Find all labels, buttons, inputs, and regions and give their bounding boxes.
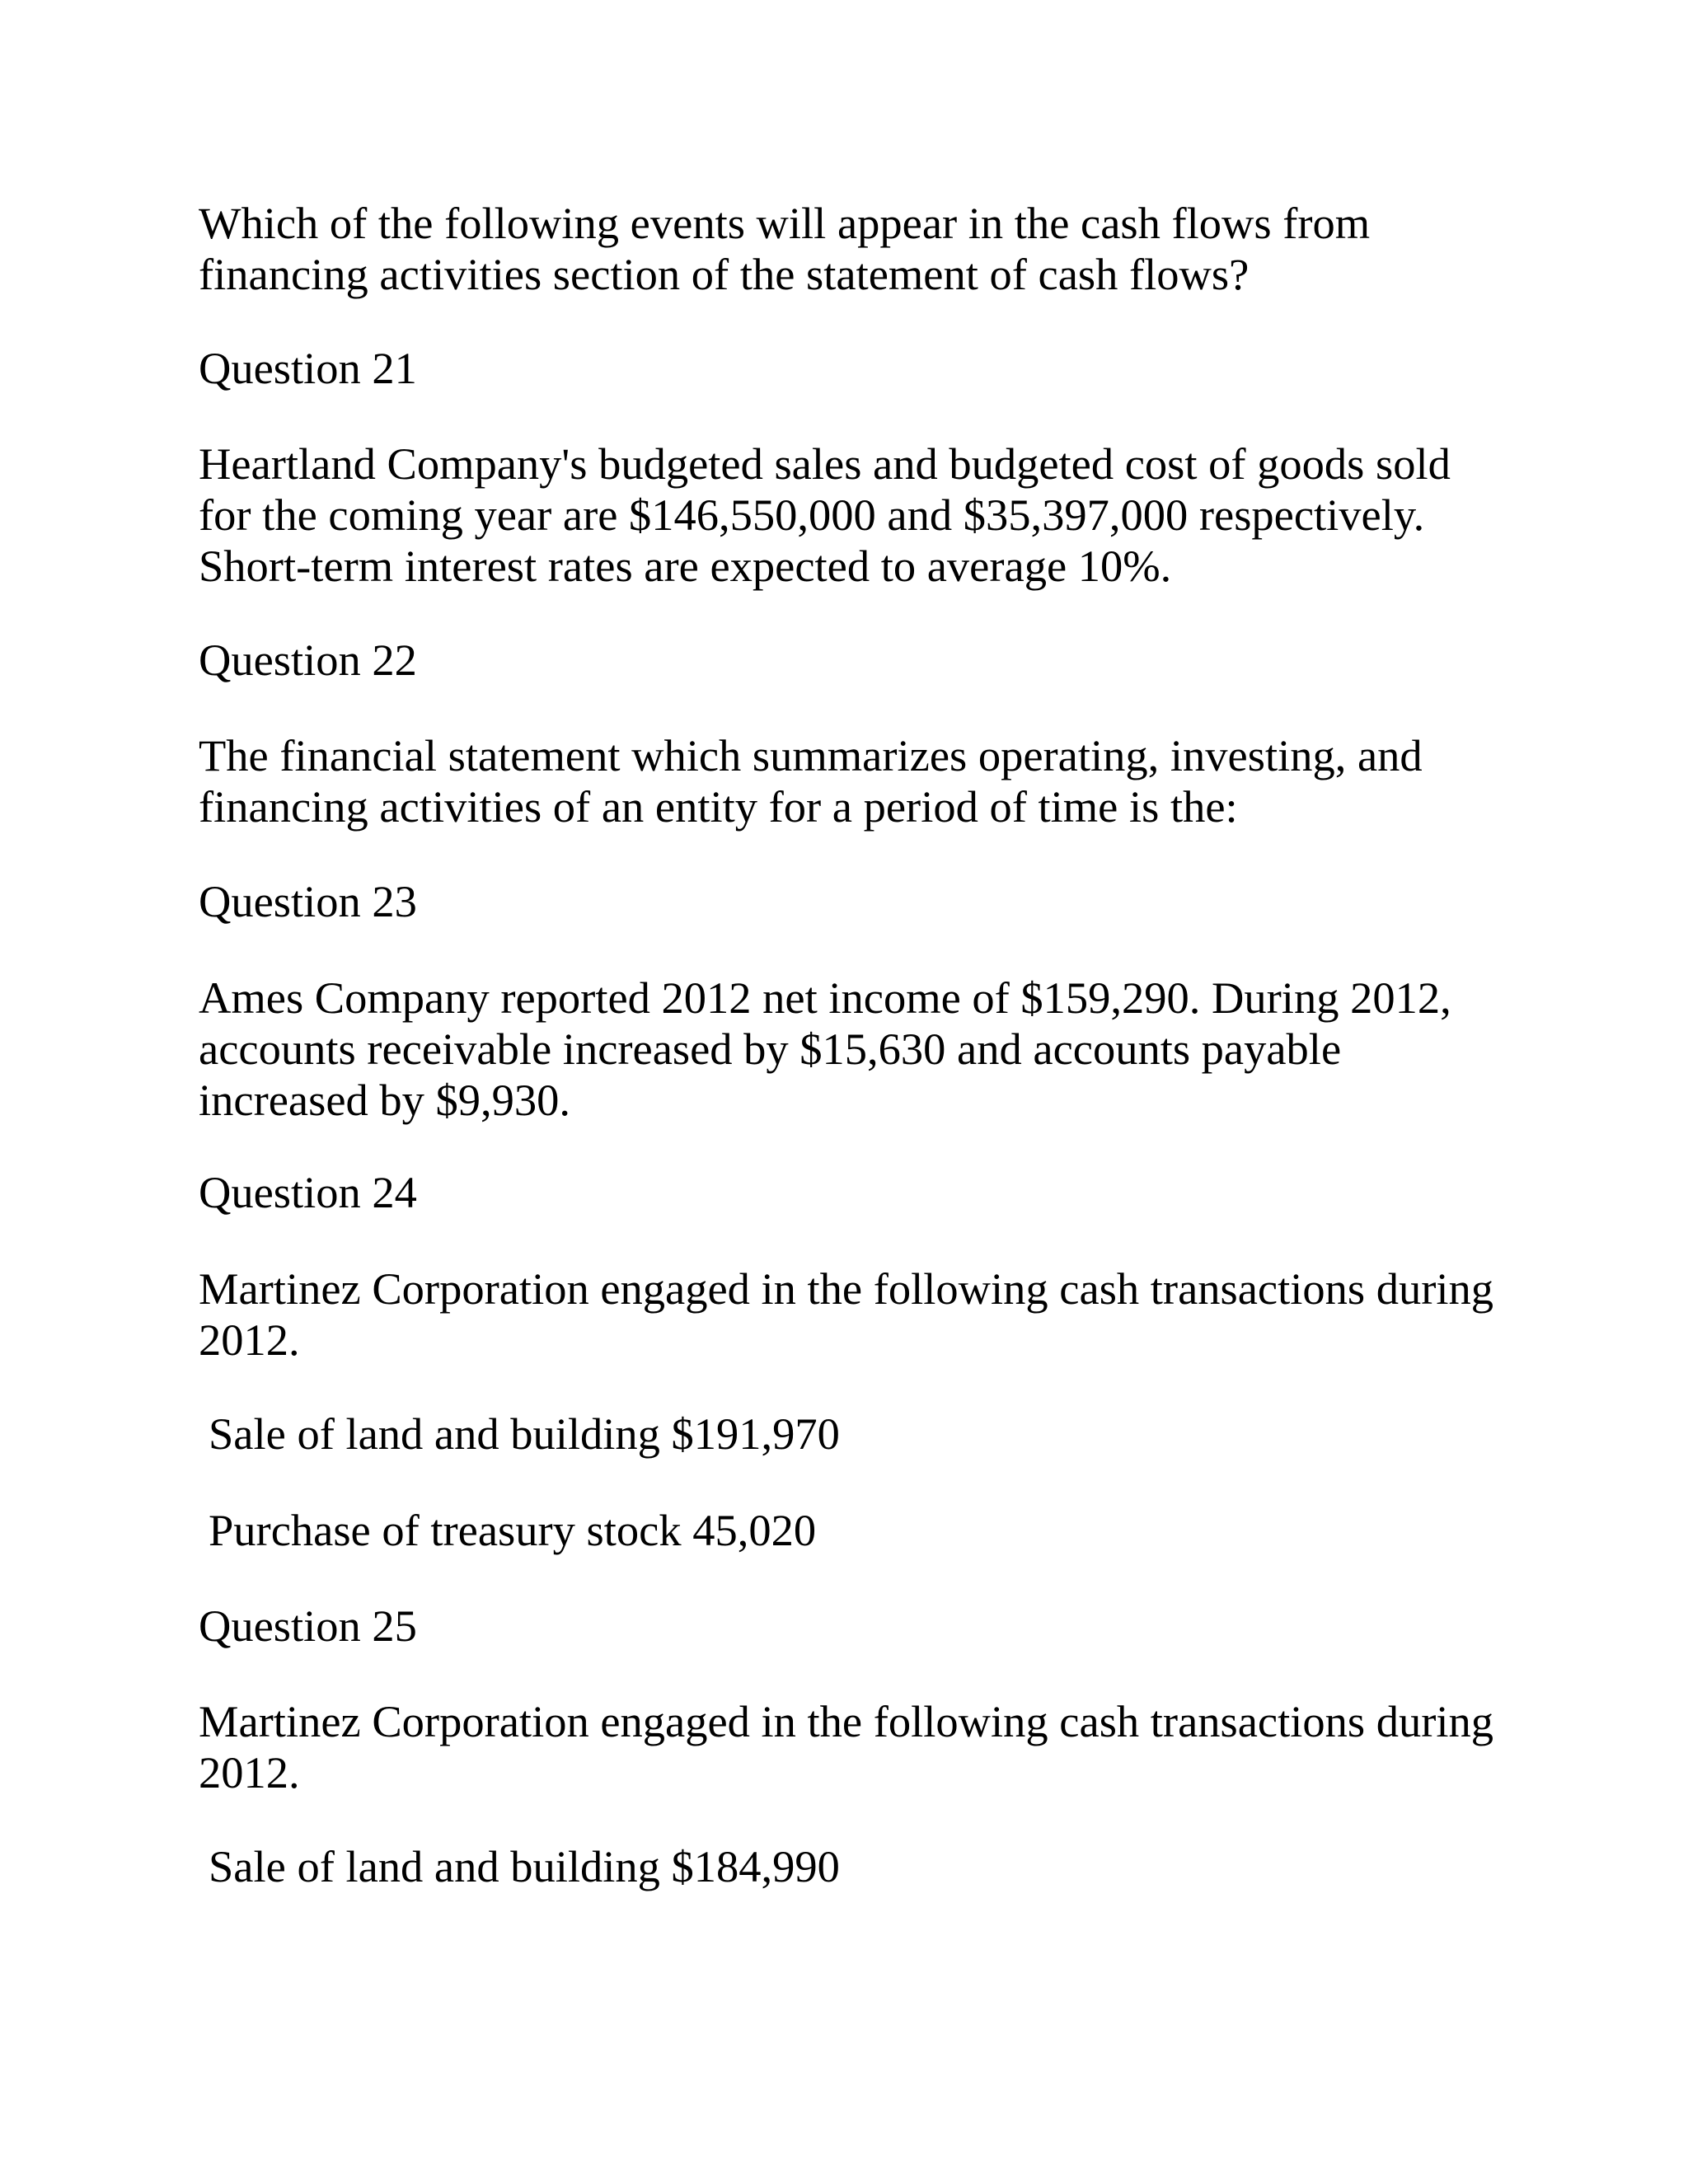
heading-text: Question 21 <box>199 343 417 393</box>
transaction-item <box>209 1505 816 1556</box>
transaction-text: Sale of land and building $191,970 <box>209 1408 840 1459</box>
text-line: Which of the following events will appear in the cash flows from <box>199 198 1371 248</box>
text-line: Short-term interest rates are expected to average 10%. <box>199 541 1172 591</box>
text-line: financing activities of an entity for a period of time is the: <box>199 781 1238 832</box>
heading-text: Question 22 <box>199 635 417 685</box>
intro-question-text <box>199 198 1370 300</box>
transaction-text: Sale of land and building $184,990 <box>209 1841 840 1891</box>
text-line: increased by $9,930. <box>199 1075 571 1125</box>
text-line: 2012. <box>199 1315 300 1365</box>
question-21-heading <box>199 343 417 394</box>
text-line: Martinez Corporation engaged in the following cash transactions during <box>199 1696 1493 1746</box>
question-24-heading <box>199 1167 417 1218</box>
text-line: The financial statement which summarizes operating, investing, and <box>199 730 1423 780</box>
text-line: Martinez Corporation engaged in the following cash transactions during <box>199 1263 1493 1314</box>
heading-text: Question 23 <box>199 876 417 926</box>
transaction-item <box>209 1408 840 1460</box>
question-24-text <box>199 1263 1493 1366</box>
question-22-text <box>199 730 1423 832</box>
text-line: accounts receivable increased by $15,630 and accounts payable <box>199 1024 1342 1074</box>
heading-text: Question 24 <box>199 1167 417 1217</box>
question-23-text <box>199 972 1451 1126</box>
text-line: Heartland Company's budgeted sales and budgeted cost of goods sold <box>199 438 1451 489</box>
question-23-heading <box>199 876 417 927</box>
transaction-text: Purchase of treasury stock 45,020 <box>209 1505 817 1555</box>
question-25-text <box>199 1696 1493 1798</box>
text-line: for the coming year are $146,550,000 and $35,397,000 respectively. <box>199 490 1425 540</box>
transaction-item <box>209 1841 840 1892</box>
text-line: financing activities section of the statement of cash flows? <box>199 249 1250 299</box>
heading-text: Question 25 <box>199 1601 417 1651</box>
text-line: Ames Company reported 2012 net income of $159,290. During 2012, <box>199 972 1451 1023</box>
question-21-text <box>199 438 1451 592</box>
text-line: 2012. <box>199 1747 300 1797</box>
question-22-heading <box>199 635 417 686</box>
question-25-heading <box>199 1601 417 1652</box>
